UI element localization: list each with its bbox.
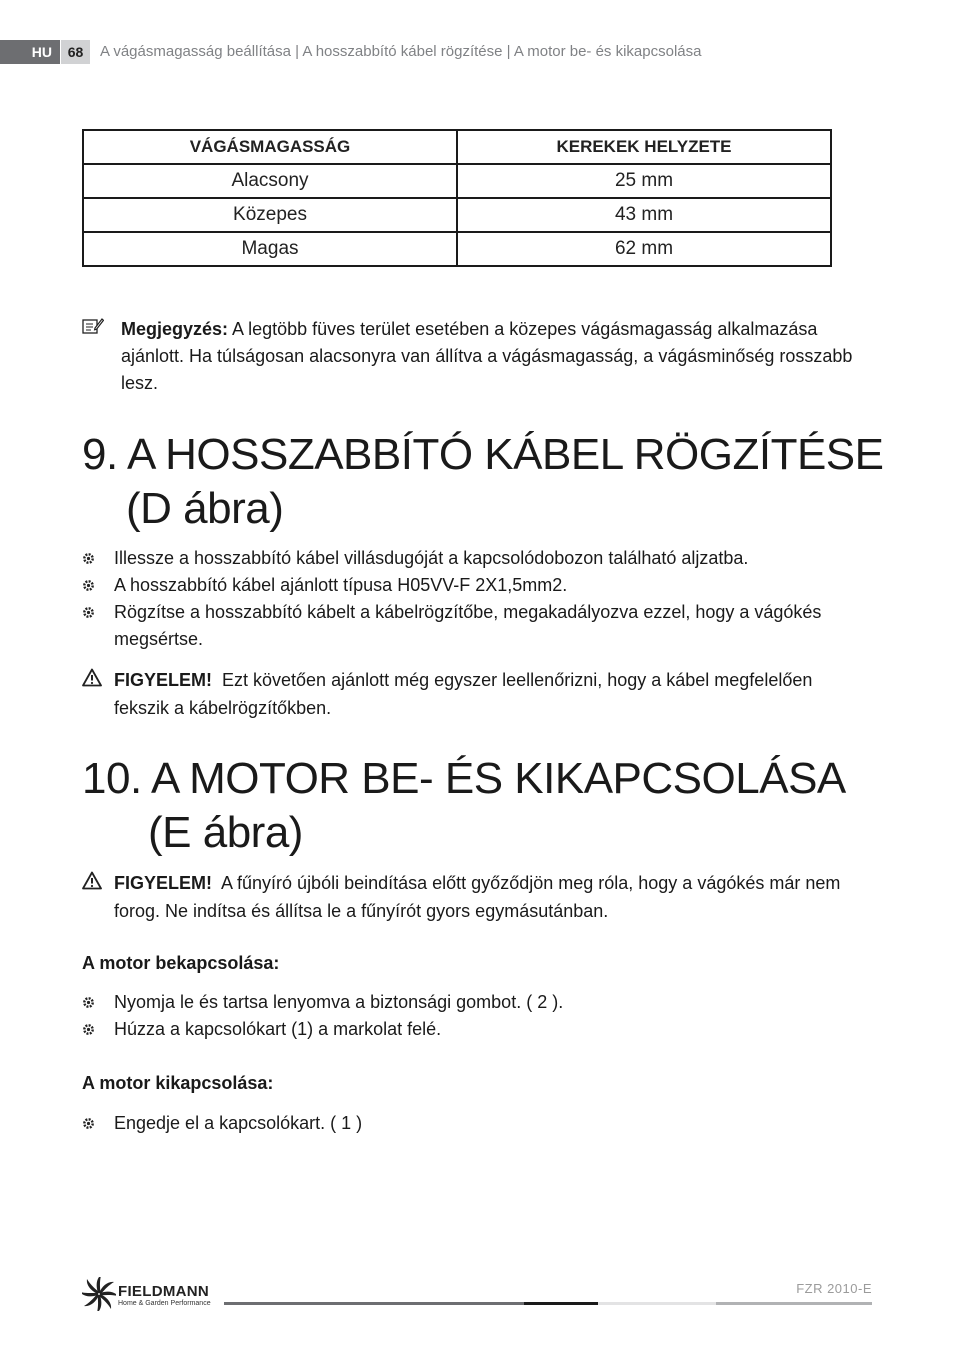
footer-rule	[716, 1302, 872, 1305]
note-block	[82, 316, 872, 397]
motor-on-heading: A motor bekapcsolása:	[82, 953, 280, 973]
table-header-row	[83, 130, 831, 164]
warning-label: FIGYELEM!	[114, 670, 212, 690]
list-item: Rögzítse a hosszabbító kábelt a kábelrögzítőbe, megakadályozva ezzel, hogy a vágókés megsértse.	[82, 599, 862, 653]
list-item: Nyomja le és tartsa lenyomva a biztonsági gombot. ( 2 ).	[82, 989, 862, 1016]
gear-bullet-icon	[82, 1117, 95, 1130]
page-header	[0, 40, 954, 64]
section-10-title-line1: 10. A MOTOR BE- ÉS KIKAPCSOLÁSA	[82, 754, 846, 803]
fieldmann-logo	[82, 1277, 227, 1311]
note-pencil-icon	[82, 316, 104, 336]
brand-tagline: Home & Garden Performance	[118, 1300, 211, 1307]
header-title: A vágásmagasság beállítása | A hosszabbító kábel rögzítése | A motor be- és kikapcsolása	[100, 43, 702, 60]
section-9-title-line1: 9. A HOSSZABBÍTÓ KÁBEL RÖGZÍTÉSE	[82, 430, 884, 479]
table-header-cell: KEREKEK HELYZETE	[457, 130, 831, 164]
gear-bullet-icon	[82, 996, 95, 1009]
warning-text: Ezt követően ajánlott még egyszer leellenőrizni, hogy a kábel megfelelően fekszik a kábelrögzítőkben.	[114, 670, 818, 718]
warning-triangle-icon	[82, 668, 102, 687]
footer-rule	[524, 1302, 598, 1305]
table-header-cell: VÁGÁSMAGASSÁG	[83, 130, 457, 164]
model-number: FZR 2010-E	[796, 1281, 872, 1296]
table-row	[83, 232, 831, 266]
table-cell: 43 mm	[457, 198, 831, 232]
table-cell: Magas	[83, 232, 457, 266]
section-9-list	[82, 545, 862, 653]
warning-text: A fűnyíró újbóli beindítása előtt győződjön meg róla, hogy a vágókés már nem forog. Ne indítsa és állítsa le a fűnyírót gyors egymásutánban.	[114, 873, 846, 921]
footer-rule	[224, 1302, 524, 1305]
note-label: Megjegyzés:	[121, 319, 229, 339]
warning-triangle-icon	[82, 871, 102, 890]
brand-name: FIELDMANN	[118, 1283, 210, 1300]
motor-off-list	[82, 1110, 862, 1137]
motor-off-heading: A motor kikapcsolása:	[82, 1073, 274, 1093]
motor-on-list	[82, 989, 862, 1043]
language-badge: HU	[0, 40, 60, 64]
cutting-height-table	[82, 129, 832, 267]
list-item: Illessze a hosszabbító kábel villásdugóját a kapcsolódobozon található aljzatba.	[82, 545, 862, 572]
warning-label: FIGYELEM!	[114, 873, 212, 893]
fieldmann-fan-logo	[82, 1277, 116, 1311]
page-number: 68	[61, 40, 90, 64]
list-item: Húzza a kapcsolókart (1) a markolat felé.	[82, 1016, 862, 1043]
table-cell: 62 mm	[457, 232, 831, 266]
list-item: Engedje el a kapcsolókart. ( 1 )	[82, 1110, 862, 1137]
table-cell: Alacsony	[83, 164, 457, 198]
gear-bullet-icon	[82, 1023, 95, 1036]
gear-bullet-icon	[82, 579, 95, 592]
section-10-title-line2: (E ábra)	[148, 808, 303, 857]
warning-block-9	[82, 666, 872, 722]
note-text: A legtöbb füves terület esetében a közepes vágásmagasság alkalmazása ajánlott. Ha túlságosan alacsonyra van állítva a vágásmagasság, a vágásminőség rosszabb lesz.	[121, 319, 853, 393]
gear-bullet-icon	[82, 606, 95, 619]
section-9-title	[82, 428, 884, 536]
warning-block-10	[82, 869, 872, 925]
table-row	[83, 164, 831, 198]
list-item: A hosszabbító kábel ajánlott típusa H05VV-F 2X1,5mm2.	[82, 572, 862, 599]
table-row	[83, 198, 831, 232]
table-cell: 25 mm	[457, 164, 831, 198]
table-cell: Közepes	[83, 198, 457, 232]
section-10-title	[82, 752, 846, 860]
gear-bullet-icon	[82, 552, 95, 565]
footer-rule	[598, 1302, 716, 1305]
section-9-title-line2: (D ábra)	[126, 484, 284, 533]
